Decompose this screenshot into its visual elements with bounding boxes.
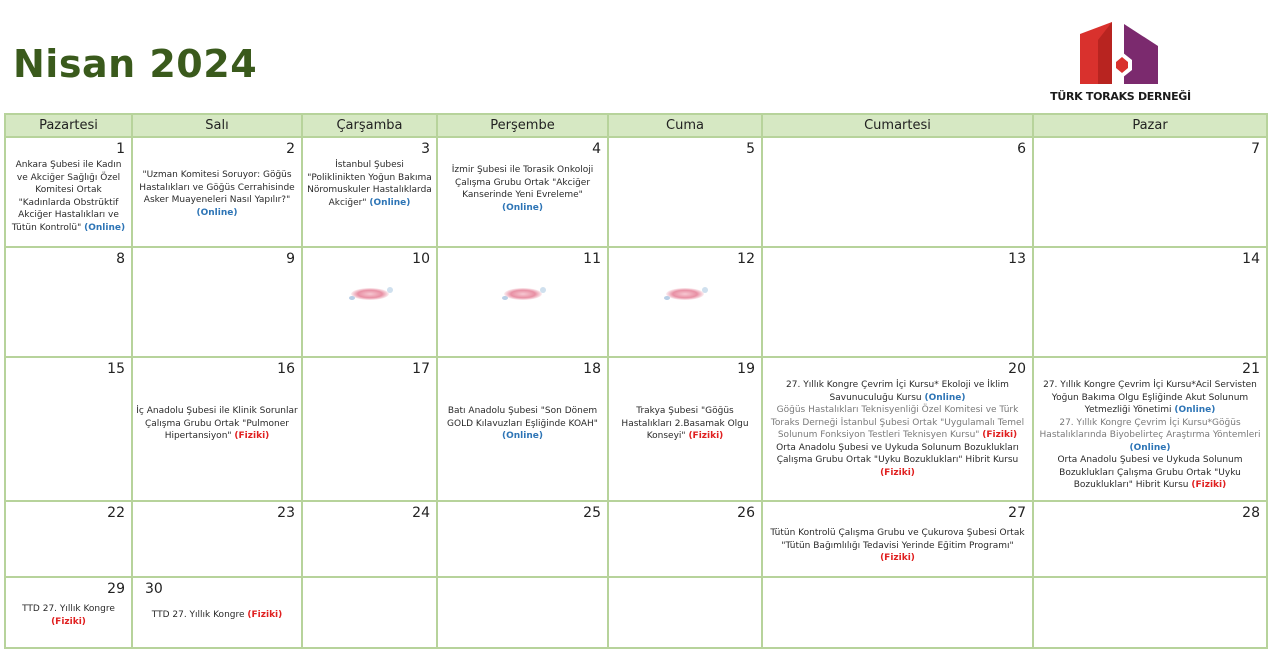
day-cell[interactable] — [5, 577, 132, 648]
event[interactable] — [133, 379, 301, 443]
event-text: TTD 27. Yıllık Kongre — [151, 610, 245, 620]
event[interactable] — [438, 379, 607, 443]
day-cell[interactable] — [5, 137, 132, 247]
event-text: 27. Yıllık Kongre Çevrim İçi Kursu*Acil Servisten Yoğun Bakıma Olgu Eşliğinde Akut Solunum Yetmezliği Yönetimi — [1043, 380, 1257, 415]
day-cell[interactable] — [608, 501, 762, 577]
day-number: 1 — [116, 141, 125, 157]
day-number: 21 — [1242, 361, 1260, 377]
day-cell[interactable] — [437, 247, 608, 357]
day-cell[interactable] — [762, 247, 1033, 357]
day-number: 28 — [1242, 505, 1260, 521]
empty-cell — [437, 577, 608, 648]
day-number: 19 — [737, 361, 755, 377]
online-tag: (Online) — [196, 207, 238, 218]
event-text: 27. Yıllık Kongre Çevrim İçi Kursu*Göğüs Hastalıklarında Biyobelirteç Araştırma Yöntemleri — [1039, 417, 1261, 440]
event[interactable] — [1034, 454, 1266, 492]
event-text: Tütün Kontrolü Çalışma Grubu ve Çukurova Şubesi Ortak "Tütün Bağımlılığı Tedavisi Yerinde Eğitim Programı" — [770, 528, 1025, 551]
online-tag: (Online) — [84, 222, 126, 233]
day-number: 17 — [412, 361, 430, 377]
day-cell[interactable] — [608, 137, 762, 247]
weekday-header: Salı — [132, 114, 302, 137]
weekday-header: Cuma — [608, 114, 762, 137]
event[interactable] — [133, 599, 301, 622]
day-number: 18 — [583, 361, 601, 377]
event-text: TTD 27. Yıllık Kongre — [22, 604, 115, 614]
day-cell[interactable] — [5, 247, 132, 357]
day-number: 30 — [145, 581, 163, 597]
event[interactable] — [1034, 417, 1266, 455]
week-row — [5, 501, 1267, 577]
event-text: Ankara Şubesi ile Kadın ve Akciğer Sağlığı Özel Komitesi Ortak "Kadınlarda Obstrüktif Akciğer Hastalıkları ve Tütün Kontrolü" — [11, 160, 122, 233]
fiziki-tag: (Fiziki) — [880, 553, 915, 563]
calendar-grid — [4, 113, 1268, 649]
online-tag: (Online) — [1174, 405, 1216, 415]
event-text: 27. Yıllık Kongre Çevrim İçi Kursu* Ekoloji ve İklim Savunuculuğu Kursu — [786, 380, 1009, 403]
day-number: 6 — [1017, 141, 1026, 157]
day-cell[interactable] — [132, 247, 302, 357]
event[interactable] — [763, 404, 1032, 442]
logo-icon — [1078, 20, 1162, 88]
day-number: 9 — [286, 251, 295, 267]
day-cell[interactable] — [132, 501, 302, 577]
event[interactable] — [6, 159, 131, 234]
day-cell[interactable] — [1033, 137, 1267, 247]
event-text: İstanbul Şubesi "Poliklinikten Yoğun Bakıma Nöromuskuler Hastalıklarda Akciğer" — [307, 160, 432, 208]
event[interactable] — [609, 379, 761, 443]
day-cell[interactable] — [302, 247, 437, 357]
fiziki-tag: (Fiziki) — [1191, 480, 1227, 490]
fiziki-tag: (Fiziki) — [880, 467, 915, 478]
day-number: 25 — [583, 505, 601, 521]
event[interactable] — [303, 159, 436, 209]
event[interactable] — [763, 442, 1032, 480]
empty-cell — [302, 577, 437, 648]
day-number: 4 — [592, 141, 601, 157]
day-cell[interactable] — [5, 501, 132, 577]
day-cell[interactable] — [608, 357, 762, 501]
weekday-header: Çarşamba — [302, 114, 437, 137]
logo — [1048, 20, 1193, 106]
day-cell[interactable] — [5, 357, 132, 501]
day-number: 14 — [1242, 251, 1260, 267]
day-cell[interactable] — [762, 357, 1033, 501]
fiziki-tag: (Fiziki) — [234, 431, 270, 441]
empty-cell — [762, 577, 1033, 648]
day-cell[interactable] — [132, 577, 302, 648]
event-text: Göğüs Hastalıkları Teknisyenliği Özel Komitesi ve Türk Toraks Derneği İstanbul Şubesi Ortak "Uygulamalı Temel Solunum Fonksiyon Testleri Teknisyen Kursu" — [770, 405, 1025, 440]
day-number: 7 — [1251, 141, 1260, 157]
day-cell[interactable] — [302, 357, 437, 501]
day-cell[interactable] — [608, 247, 762, 357]
event-text: İzmir Şubesi ile Torasik Onkoloji Çalışma Grubu Ortak "Akciğer Kanserinde Yeni Evreleme" — [451, 165, 594, 200]
holiday-icon — [666, 288, 704, 300]
page-title: Nisan 2024 — [13, 42, 258, 86]
weekday-header: Cumartesi — [762, 114, 1033, 137]
event-text: Trakya Şubesi "Göğüs Hastalıkları 2.Basamak Olgu Konseyi" — [621, 406, 749, 441]
event-text: "Uzman Komitesi Soruyor: Göğüs Hastalıkları ve Göğüs Cerrahisinde Asker Muayeneleri Nasıl Yapılır?" — [139, 170, 295, 205]
day-number: 29 — [107, 581, 125, 597]
day-number: 3 — [421, 141, 430, 157]
week-row — [5, 137, 1267, 247]
day-number: 27 — [1008, 505, 1026, 521]
event-text: Batı Anadolu Şubesi "Son Dönem GOLD Kılavuzları Eşliğinde KOAH" — [447, 406, 598, 429]
day-cell[interactable] — [1033, 247, 1267, 357]
online-tag: (Online) — [369, 197, 411, 208]
day-number: 15 — [107, 361, 125, 377]
day-number: 22 — [107, 505, 125, 521]
event[interactable] — [1034, 379, 1266, 417]
event[interactable] — [763, 379, 1032, 404]
day-number: 16 — [277, 361, 295, 377]
online-tag: (Online) — [1129, 442, 1171, 453]
week-row — [5, 357, 1267, 501]
day-cell[interactable] — [762, 501, 1033, 577]
day-cell[interactable] — [437, 357, 608, 501]
day-number: 23 — [277, 505, 295, 521]
online-tag: (Online) — [502, 431, 543, 441]
event-text: İç Anadolu Şubesi ile Klinik Sorunlar Çalışma Grubu Ortak "Pulmoner Hipertansiyon" — [136, 406, 298, 441]
day-number: 5 — [746, 141, 755, 157]
event[interactable] — [6, 599, 131, 628]
day-number: 20 — [1008, 361, 1026, 377]
week-row — [5, 577, 1267, 648]
fiziki-tag: (Fiziki) — [688, 431, 724, 441]
day-number: 2 — [286, 141, 295, 157]
event-text: Orta Anadolu Şubesi ve Uykuda Solunum Bozuklukları Çalışma Grubu Ortak "Uyku Bozuklukları" Hibrit Kursu — [776, 442, 1019, 465]
weekday-header: Perşembe — [437, 114, 608, 137]
weekday-header: Pazar — [1033, 114, 1267, 137]
event[interactable] — [438, 159, 607, 214]
logo-text: TÜRK TORAKS DERNEĞİ — [1050, 90, 1191, 103]
day-cell[interactable] — [1033, 501, 1267, 577]
day-number: 12 — [737, 251, 755, 267]
holiday-icon — [351, 288, 389, 300]
day-cell[interactable] — [437, 501, 608, 577]
event[interactable] — [763, 523, 1032, 565]
fiziki-tag: (Fiziki) — [982, 430, 1018, 440]
day-cell[interactable] — [302, 137, 437, 247]
day-number: 8 — [116, 251, 125, 267]
day-cell[interactable] — [132, 357, 302, 501]
day-cell[interactable] — [762, 137, 1033, 247]
day-cell[interactable] — [132, 137, 302, 247]
day-cell[interactable] — [437, 137, 608, 247]
empty-cell — [1033, 577, 1267, 648]
holiday-icon — [504, 288, 542, 300]
day-number: 11 — [583, 251, 601, 267]
weekday-header-row — [5, 114, 1267, 137]
day-number: 10 — [412, 251, 430, 267]
fiziki-tag: (Fiziki) — [51, 616, 86, 627]
day-number: 13 — [1008, 251, 1026, 267]
day-number: 24 — [412, 505, 430, 521]
day-number: 26 — [737, 505, 755, 521]
day-cell[interactable] — [1033, 357, 1267, 501]
day-cell[interactable] — [302, 501, 437, 577]
fiziki-tag: (Fiziki) — [247, 610, 283, 620]
event[interactable] — [133, 159, 301, 219]
event-text: Orta Anadolu Şubesi ve Uykuda Solunum Bozuklukları Çalışma Grubu Ortak "Uyku Bozuklukları" Hibrit Kursu — [1057, 455, 1243, 490]
week-row — [5, 247, 1267, 357]
weekday-header: Pazartesi — [5, 114, 132, 137]
online-tag: (Online) — [502, 202, 543, 213]
online-tag: (Online) — [924, 392, 966, 403]
empty-cell — [608, 577, 762, 648]
